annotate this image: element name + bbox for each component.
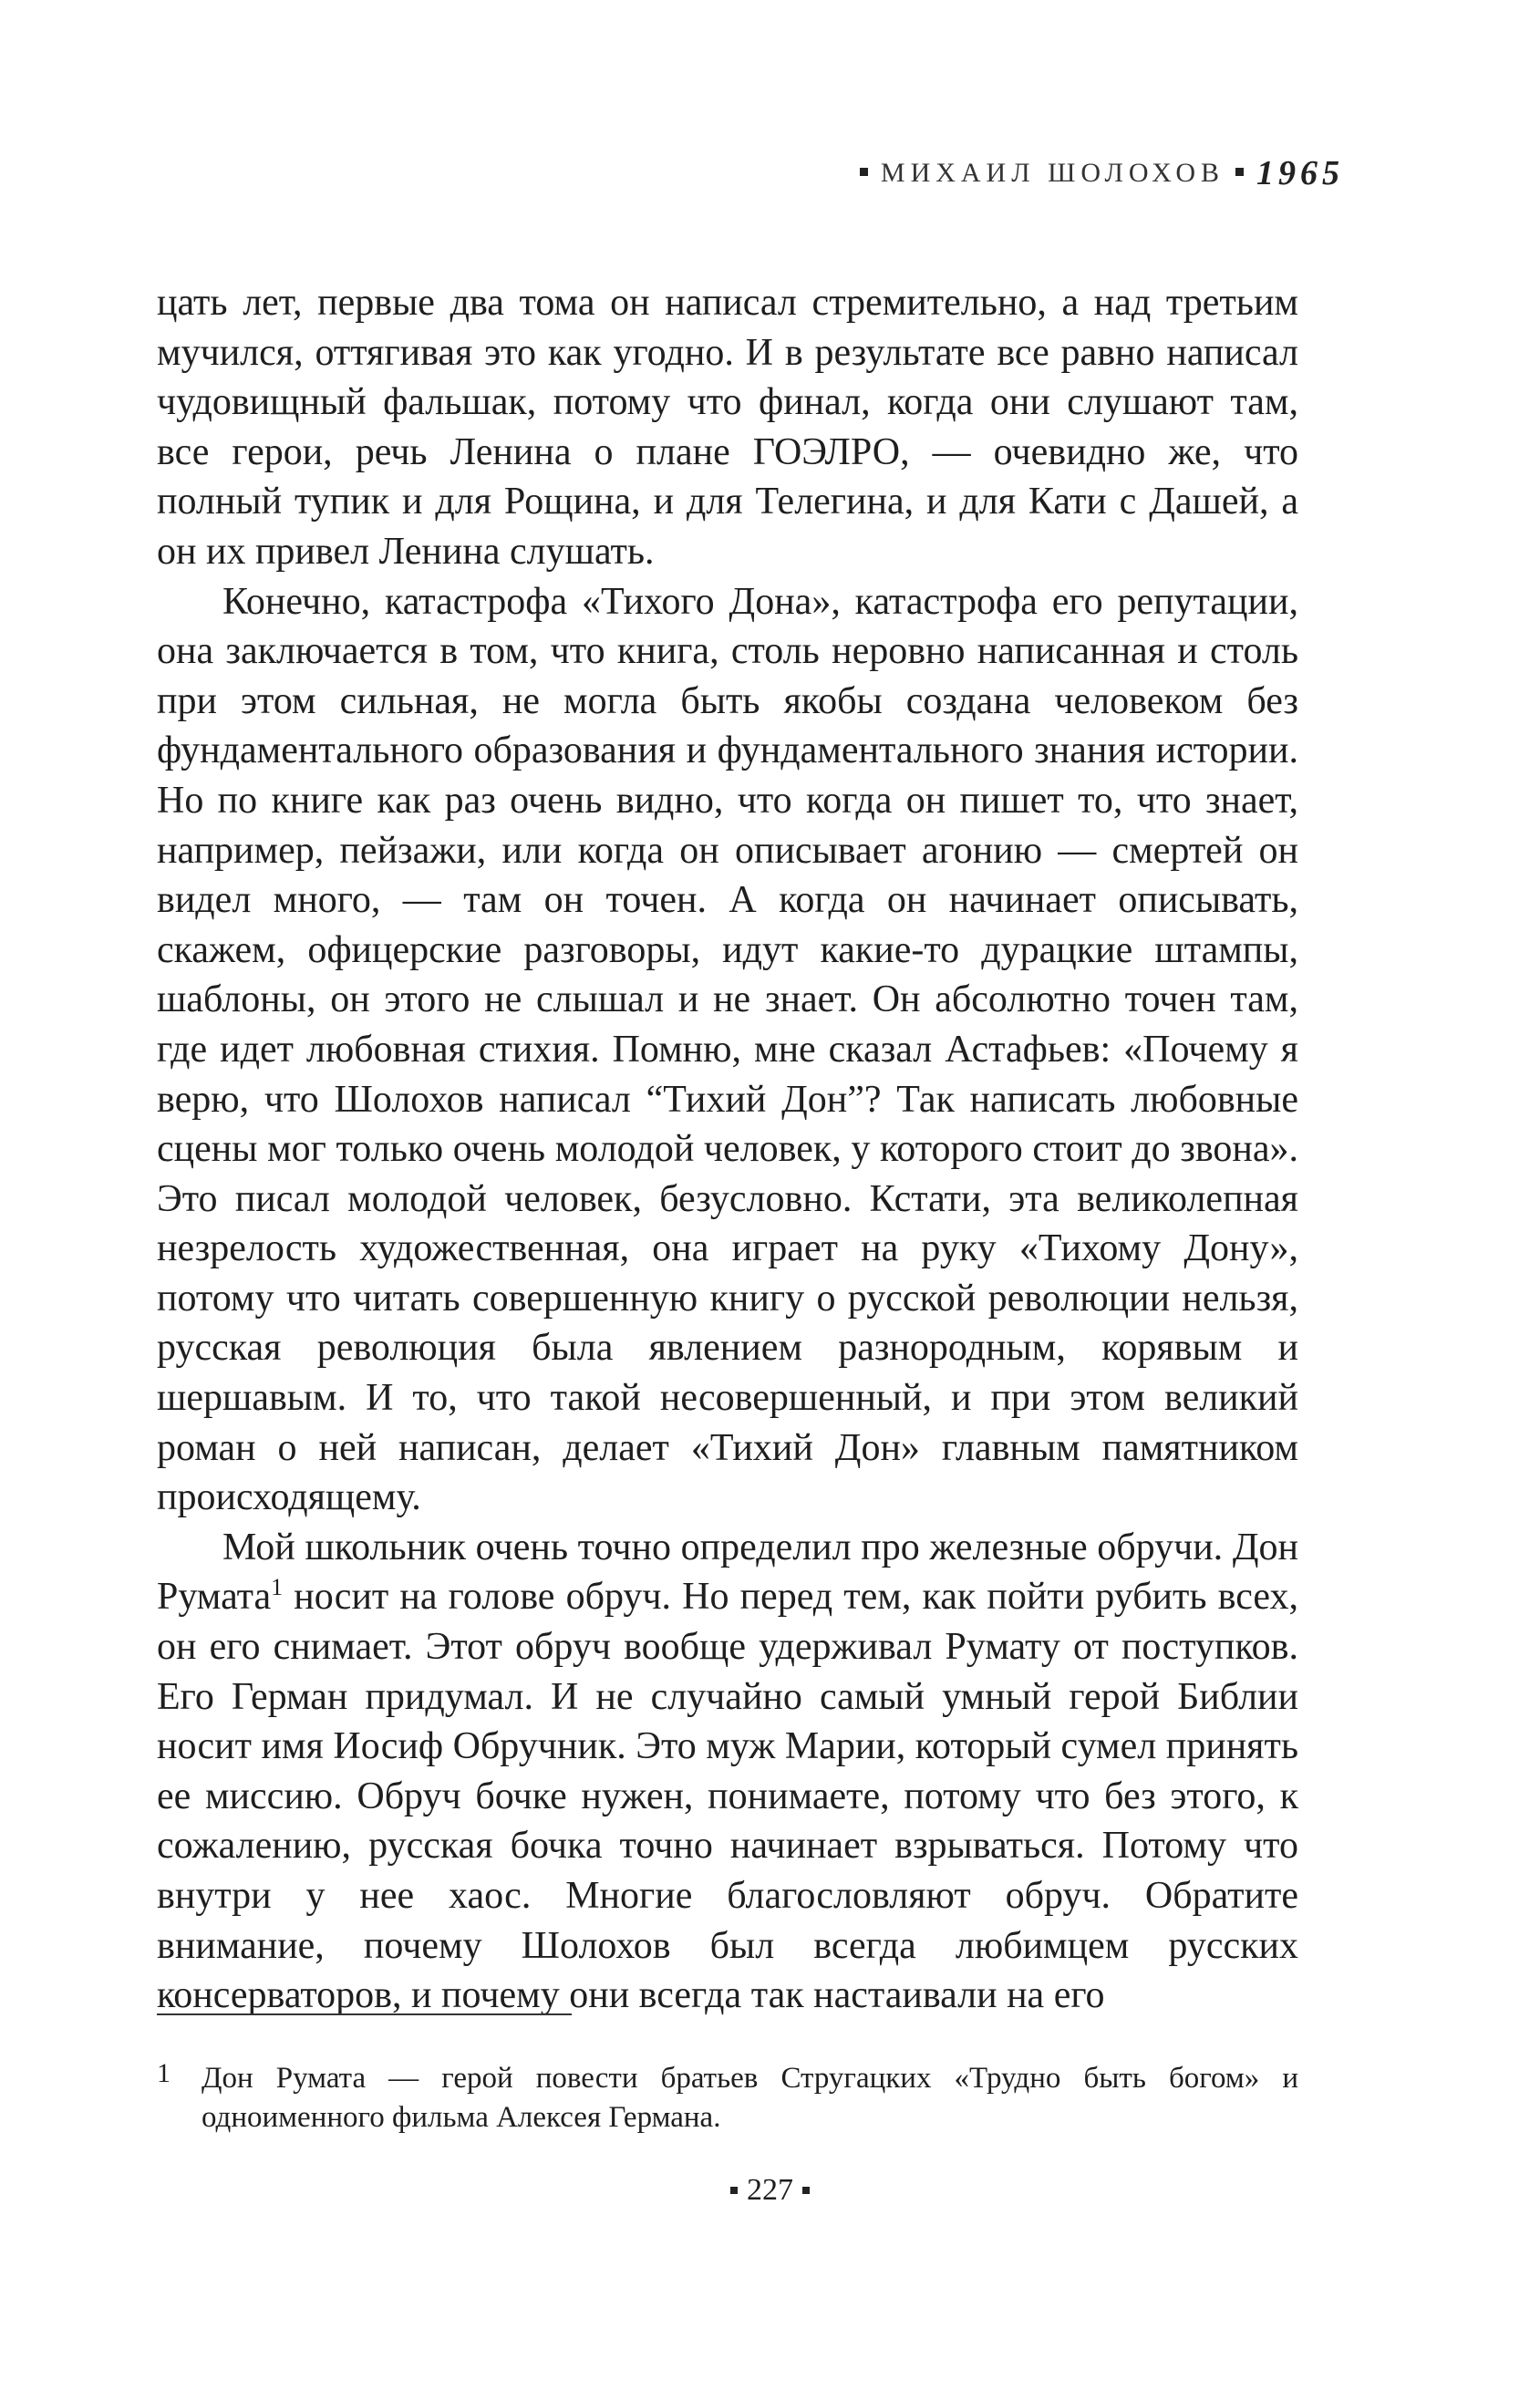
bullet-ornament xyxy=(860,168,868,176)
footnote-number: 1 xyxy=(157,2058,171,2088)
paragraph-3-text-start: Мой школьник очень точно определил про железные обручи. Дон Румата xyxy=(157,1526,1298,1619)
bullet-ornament xyxy=(1235,168,1244,176)
paragraph-3 xyxy=(157,1523,1298,2021)
page-footer xyxy=(0,2173,1540,2208)
footnote-reference[interactable]: 1 xyxy=(271,1574,284,1601)
paragraph-2: Конечно, катастрофа «Тихого Дона», катастрофа его репутации, она заключается в том, что книга, столь неровно написанная и столь при этом сильная, не могла быть якобы создана человеком без фундаментального образования и фундаментального знания истории. Но по книге как раз очень видно, что когда он пишет то, что знает, например, пейзажи, или когда он описывает агонию — смертей он видел много, — там он точен. А когда он начинает описывать, скажем, офицерские разговоры, идут какие-то дурацкие штампы, шаблоны, он этого не слышал и не знает. Он абсолютно точен там, где идет любовная стихия. Помню, мне сказал Астафьев: «Почему я верю, что Шолохов написал “Тихий Дон”? Так написать любовные сцены мог только очень молодой человек, у которого стоит до звона». Это писал молодой человек, безусловно. Кстати, эта великолепная незрелость художественная, она играет на руку «Тихому Дону», потому что читать совершенную книгу о русской революции нельзя, русская революция была явлением разнородным, корявым и шершавым. И то, что такой несовершенный, и при этом великий роман о ней написан, делает «Тихий Дон» главным памятником происходящему. xyxy=(157,580,1298,1519)
running-head xyxy=(860,153,1344,193)
running-head-year: 1965 xyxy=(1256,154,1344,192)
paragraph-3-text-end: носит на голове обруч. Но перед тем, как пойти рубить всех, он его снимает. Этот обруч вообще удерживал Румату от поступков. Его Герман придумал. И не случайно самый умный герой Библии носит имя Иосиф Обручник. Это муж Марии, который сумел принять ее миссию. Обруч бочке нужен, понимаете, потому что без этого, к сожалению, русская бочка точно начинает взрываться. Потому что внутри у нее хаос. Многие благословляют обруч. Обратите внимание, почему Шолохов был всегда любимцем русских консерваторов, и почему они всегда так настаивали на его xyxy=(157,1576,1298,2017)
footnote-text: Дон Румата — герой повести братьев Стругацких «Трудно быть богом» и одноименного фильма Алексея Германа. xyxy=(202,2062,1298,2134)
main-text xyxy=(157,278,1298,2021)
footnote-separator xyxy=(157,2013,572,2015)
footnote xyxy=(157,2059,1298,2137)
paragraph-1: цать лет, первые два тома он написал стремительно, а над третьим мучился, оттягивая это как угодно. И в результате все равно написал чудовищный фальшак, потому что финал, когда они слушают там, все герои, речь Ленина о плане ГОЭЛРО, — очевидно же, что полный тупик и для Рощина, и для Телегина, и для Кати с Дашей, а он их привел Ленина слушать. xyxy=(157,282,1298,573)
running-head-author: МИХАИЛ ШОЛОХОВ xyxy=(880,158,1225,188)
bullet-ornament xyxy=(730,2187,738,2194)
page-number: 227 xyxy=(747,2173,793,2207)
bullet-ornament xyxy=(802,2187,810,2194)
